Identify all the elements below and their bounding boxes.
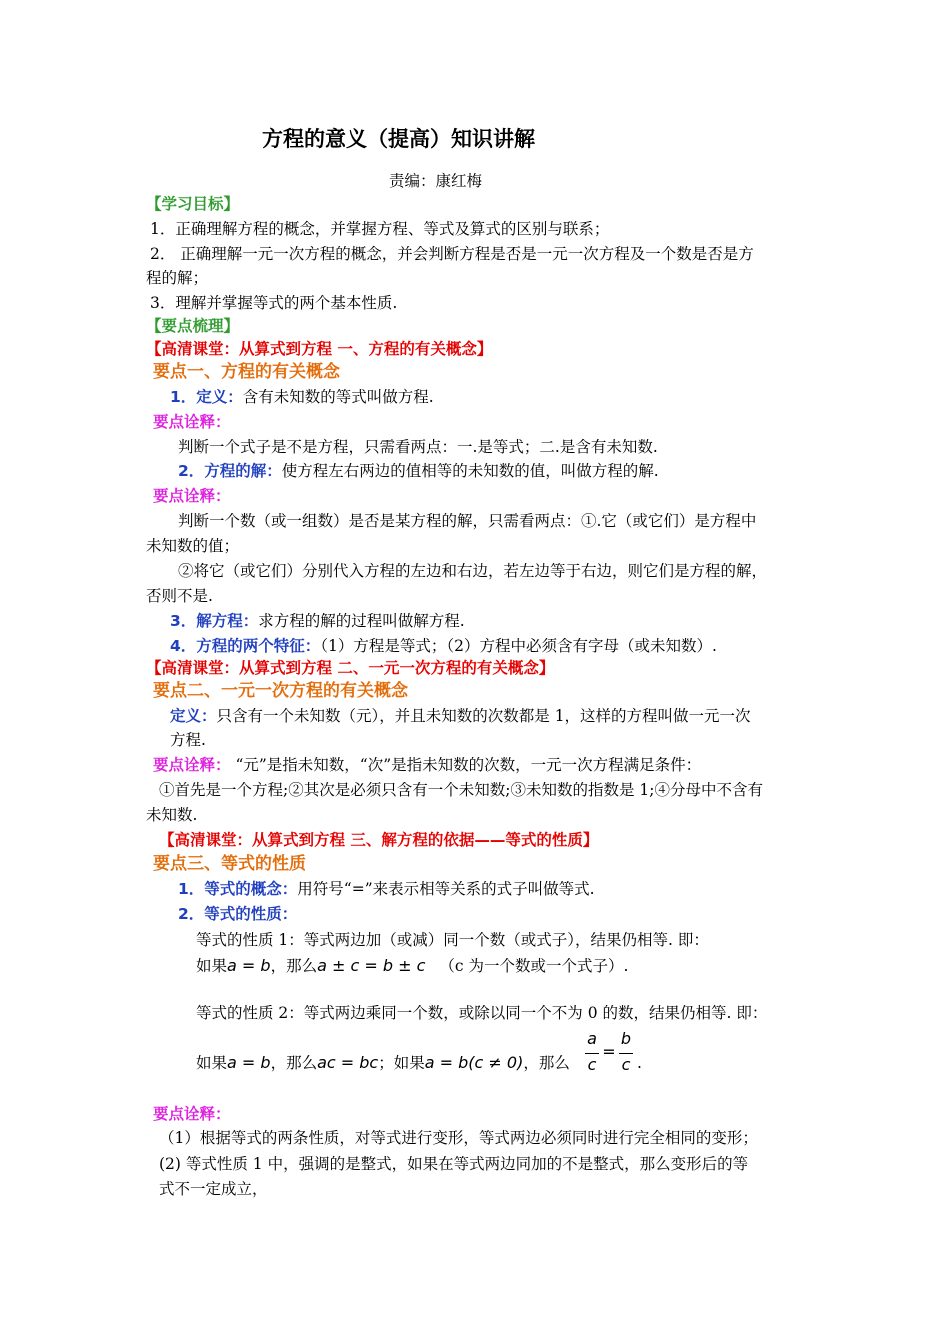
note-2-line-1: 判断一个数（或一组数）是否是某方程的解，只需看两点：①.它（或它们）是方程中 <box>178 512 757 530</box>
equality-concept-text: 用符号“=”来表示相等关系的式子叫做等式. <box>297 880 595 898</box>
linear-note-row <box>153 754 701 776</box>
class-banner-2: 【高清课堂：从算式到方程 二、一元一次方程的有关概念】 <box>146 659 555 677</box>
solution-text: 使方程左右两边的值相等的未知数的值，叫做方程的解. <box>281 462 659 480</box>
property-1-formula <box>196 955 628 977</box>
formula-a-eq-b-2: a = b <box>227 1053 271 1072</box>
features-text: （1）方程是等式；（2）方程中必须含有字母（或未知数）. <box>320 637 717 655</box>
property-1-text: 等式的性质 1：等式两边加（或减）同一个数（或式子），结果仍相等. 即： <box>196 931 709 949</box>
definition-label: 1．定义： <box>170 388 243 406</box>
linear-note-line-2: ①首先是一个方程;②其次是必须只含有一个未知数;③未知数的指数是 1;④分母中不含有 <box>159 781 763 799</box>
key-points-heading: 【要点梳理】 <box>146 317 240 335</box>
note-2-line-4: 否则不是. <box>146 587 213 605</box>
section-heading-3: 要点三、等式的性质 <box>153 854 306 874</box>
fraction-numerator-b: b <box>620 1029 632 1048</box>
goal-item-3: 3．理解并掌握等式的两个基本性质. <box>150 294 398 312</box>
linear-note-line-3: 未知数. <box>146 806 198 824</box>
fraction-end-period: . <box>637 1054 642 1072</box>
property-2-formula <box>196 1052 570 1074</box>
solve-text: 求方程的解的过程叫做解方程. <box>258 612 465 630</box>
solution-row <box>178 460 659 482</box>
features-row <box>170 635 717 657</box>
if-word: 如果 <box>196 957 228 975</box>
linear-def-cont: 方程. <box>170 731 206 749</box>
linear-note-label: 要点诠释： <box>153 756 231 774</box>
class-banner-1: 【高清课堂：从算式到方程 一、方程的有关概念】 <box>146 340 493 358</box>
section-heading-1: 要点一、方程的有关概念 <box>153 362 340 382</box>
linear-def-row <box>170 705 751 727</box>
note-label-3: 要点诠释： <box>153 1105 231 1123</box>
goal-item-2: 2． 正确理解一元一次方程的概念，并会判断方程是否是一元一次方程及一个数是否是方 <box>150 245 754 263</box>
formula-a-eq-b-c-ne-0: a = b(c ≠ 0) <box>424 1053 524 1072</box>
equality-properties-label: 2．等式的性质： <box>178 905 298 923</box>
note-2-line-2: 未知数的值； <box>146 537 240 555</box>
linear-note-text: “元”是指未知数，“次”是指未知数的次数，一元一次方程满足条件： <box>230 756 702 774</box>
property-1-note: （c 为一个数或一个式子）. <box>439 957 629 975</box>
definition-row <box>170 386 434 408</box>
fraction-denominator-c-1: c <box>587 1055 597 1074</box>
fraction-bar-1 <box>585 1053 599 1054</box>
linear-def-text: 只含有一个未知数（元），并且未知数的次数都是 1，这样的方程叫做一元一次 <box>216 707 751 725</box>
if-word-3: ；如果 <box>378 1054 425 1072</box>
learning-goals-heading: 【学习目标】 <box>146 195 240 213</box>
features-label: 4．方程的两个特征： <box>170 637 321 655</box>
fraction-equals: = <box>602 1042 616 1061</box>
solve-row <box>170 610 465 632</box>
solve-label: 3．解方程： <box>170 612 259 630</box>
note-label-1: 要点诠释： <box>153 413 231 431</box>
note-text-1: 判断一个式子是不是方程，只需看两点：一.是等式；二.是含有未知数. <box>178 438 658 456</box>
goal-item-2-cont: 程的解； <box>146 269 209 287</box>
then-word-3: ，那么 <box>523 1054 570 1072</box>
equality-concept-row <box>178 878 595 900</box>
note-label-2: 要点诠释： <box>153 487 231 505</box>
fraction-denominator-c-2: c <box>621 1055 631 1074</box>
note-3-line-1: （1）根据等式的两条性质，对等式进行变形，等式两边必须同时进行完全相同的变形； <box>159 1129 758 1147</box>
note-2-line-3: ②将它（或它们）分别代入方程的左边和右边，若左边等于右边，则它们是方程的解， <box>178 562 768 580</box>
page-title: 方程的意义（提高）知识讲解 <box>262 127 535 151</box>
property-2-text: 等式的性质 2：等式两边乘同一个数，或除以同一个不为 0 的数，结果仍相等. 即： <box>196 1004 768 1022</box>
note-3-line-3: 式不一定成立， <box>159 1180 268 1198</box>
note-3-line-2: (2) 等式性质 1 中，强调的是整式，如果在等式两边同加的不是整式，那么变形后的等 <box>159 1155 749 1173</box>
class-banner-3: 【高清课堂：从算式到方程 三、解方程的依据——等式的性质】 <box>159 831 599 849</box>
editor-line: 责编：康红梅 <box>389 172 483 190</box>
solution-label: 2．方程的解： <box>178 462 282 480</box>
formula-ac-eq-bc: ac = bc <box>317 1053 379 1072</box>
formula-a-eq-b: a = b <box>227 956 271 975</box>
formula-a-pm-c: a ± c = b ± c <box>317 956 426 975</box>
then-word: ，那么 <box>270 957 318 975</box>
section-heading-2: 要点二、一元一次方程的有关概念 <box>153 681 408 701</box>
goal-item-1: 1．正确理解方程的概念，并掌握方程、等式及算式的区别与联系； <box>150 220 610 238</box>
then-word-2: ，那么 <box>270 1054 318 1072</box>
equality-concept-label: 1．等式的概念： <box>178 880 298 898</box>
if-word-2: 如果 <box>196 1054 228 1072</box>
linear-def-label: 定义： <box>170 707 217 725</box>
fraction-bar-2 <box>619 1053 633 1054</box>
definition-text: 含有未知数的等式叫做方程. <box>242 388 434 406</box>
fraction-numerator-a: a <box>587 1029 597 1048</box>
